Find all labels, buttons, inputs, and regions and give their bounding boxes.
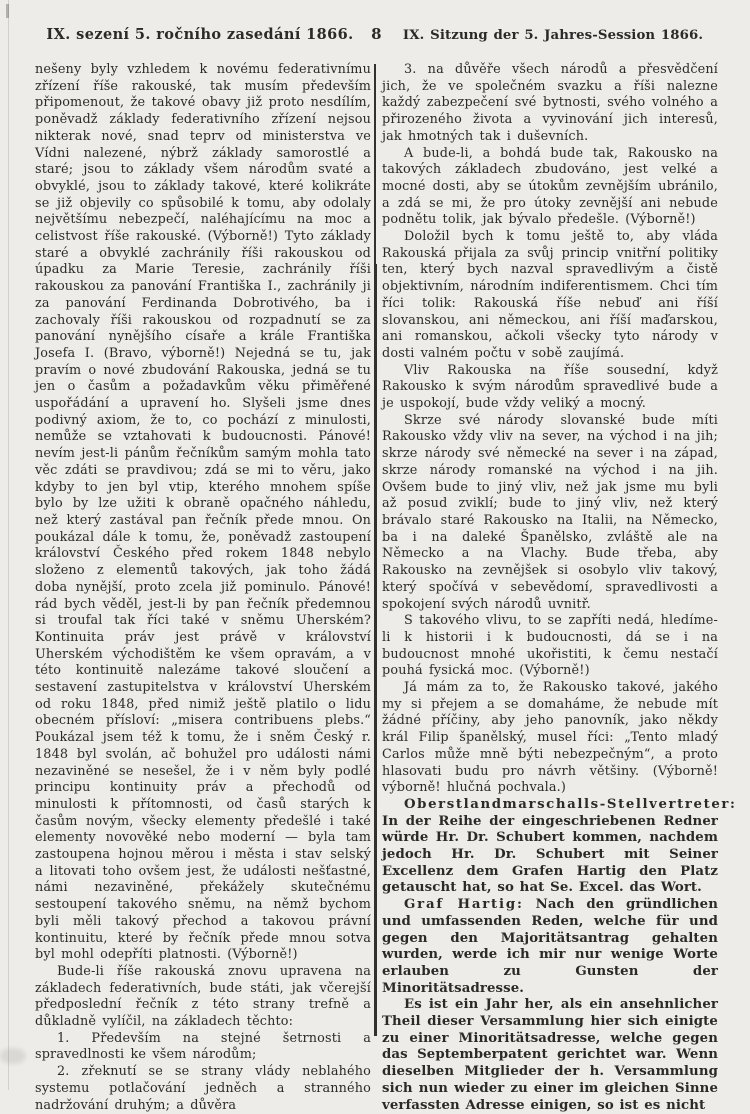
page-number: 8 bbox=[371, 25, 382, 43]
running-header bbox=[35, 25, 718, 43]
speaker-name: Graf Hartig: bbox=[404, 897, 524, 913]
list-item-2: 2. zřeknutí se se strany vlády neblahého systemu potlačování jedněch a stranného nadržování druhým; a důvěra bbox=[35, 1064, 371, 1113]
paragraph: Já mám za to, že Rakousko takové, jakého my si přejem a se domaháme, že nebude mít žádné příčiny, aby jeho panovník, jako někdy král Filip španělský, musel říci: „Tento mladý Carlos může mně býti nebezpečným“, a proto hlasovati budu pro návrh většiny. (Výborně! výborně! hlučná pochvala.) bbox=[382, 680, 718, 796]
speech-text: Nach den gründlichen und umfassenden Reden, welche für und gegen den Majoritätsantrag gehalten wurden, werde ich mir nur wenige Worte erlauben zu Gunsten der Minoritätsadresse. bbox=[382, 897, 719, 996]
paragraph-continuation: nešeny byly vzhledem k novému federativnímu zřízení říše rakouské, tak musím především připomenout, že takové obavy již proto nesdílím, poněvadž základy federativního zřízení nejsou nikterak nové, snad teprv od ministerstva ve Vídni nalezené, nýbrž základy samorostlé a staré; jsou to základy všem národům svaté a obvyklé, jsou to základy takové, které kolikráte se již objevily co spůsobilé k tomu, aby odolaly největšímu nebezpečí, naléhajícímu na moc a celistvost říše rakouské. (Výborně!) Tyto základy staré a obvyklé zachránily říši rakouskou od úpadku za Marie Teresie, zachránily říši rakouskou za panování Františka I., zachránily ji za panování Ferdinanda Dobrotivého, ba i zachovaly říši rakouskou od rozpadnutí se za panování nynějšího císaře a krále Františka Josefa I. (Bravo, výborně!) Nejedná se tu, jak pravím o nové zbudování Rakouska, jedná se tu jen o časům a požadavkům věku přiměřené uspořádání a upravení ho. Slyšeli jsme dnes podivný axiom, že to, co pochází z minulosti, nemůže se vztahovati k budoucnosti. Pánové! nevím jest-li pánům řečníkům samým mohla tato věc zdáti se pravdivou; zdá se mi to věru, jako kdyby to jen byl vtip, kterého mnohem spíše bylo by lze užiti k obraně opačného náhledu, než který zastával pan řečník přede mnou. On poukázal dále k tomu, že, poněvadž zastoupení království Českého před rokem 1848 nebylo složeno z elementů takových, jak toho žádá doba nynější, proto zcela již pominulo. Pánové! rád bych věděl, jest-li by pan řečník předemnou si troufal tak říci také v sněmu Uherském? Kontinuita práv jest právě v království Uherském východištěm ke všem opravám, a v této kontinuitě nalezáme takové sloučení a sestavení zastupitelstva v království Uherském od roku 1848, před nimiž ještě platilo o lidu obecném přísloví: „misera contribuens plebs.“ Poukázal jsem též k tomu, že i sněm Český r. 1848 byl svolán, ač bohužel pro události námi nezaviněné se nesešel, že i v něm byly podlé principu kontinuity práv a přechodů od minulosti k přítomnosti, od časů starých k časům novým, všecky elementy předešlé i také elementy novověké nebo moderní — byla tam zastoupena hojnou měrou i města i stav selský a litovati toho ovšem jest, že události nešťastné, námi nezaviněné, překážely skutečnému sestoupení takového sněmu, na němž bychom byli měli takový přechod a takovou právní kontinuitu, které by řečník přede mnou sotva byl mohl odepříti platnosti. (Výborně!) bbox=[35, 62, 371, 963]
paragraph: A bude-li, a bohdá bude tak, Rakousko na takových základech zbudováno, jest velké a mocné dosti, aby se útokům zevnějším ubránilo, a zdá se mi, že pro útoky zevnější ani nebude podnětu tolik, jak bývalo předešle. (Výborně!) bbox=[382, 145, 718, 228]
scan-edge-artifact bbox=[8, 0, 9, 1090]
scan-smudge-artifact bbox=[0, 1048, 26, 1064]
speech-text: In der Reihe der eingeschriebenen Redner würde Hr. Dr. Schubert kommen, nachdem jedoch Hr. Dr. Schubert mit Seiner Excellenz dem Grafen Hartig den Platz getauscht hat, so hat Se. Excel. das Wort. bbox=[382, 813, 718, 896]
scan-tick-artifact bbox=[6, 4, 9, 18]
speaker-name: Oberstlandmarschalls-Stellvertreter: bbox=[404, 796, 737, 812]
speech-continuation: Es ist ein Jahr her, als ein ansehnlicher Theil dieser Versammlung hier sich einigte zu einer Minoritätsadresse, welche gegen das Septemberpatent gerichtet war. Wenn dieselben Mitglieder der h. Versammlung sich nun wieder zu einer im gleichen Sinne verfassten Adresse einigen, so ist es nicht bbox=[382, 997, 718, 1113]
paragraph: Vliv Rakouska na říše sousední, když Rakousko k svým národům spravedlivé bude a je uspokojí, bude vždy veliký a mocný. bbox=[382, 362, 718, 412]
speech-chair-announcement bbox=[382, 796, 737, 897]
paragraph: Bude-li říše rakouská znovu upravena na základech federativních, bude státi, jak včerejší předposlední řečník z této strany trefně a důkladně vylíčil, na základech těchto: bbox=[35, 963, 371, 1030]
header-title-german: IX. Sitzung der 5. Jahres-Session 1866. bbox=[402, 28, 704, 43]
left-column bbox=[35, 62, 371, 1114]
right-column bbox=[382, 62, 737, 1114]
column-divider bbox=[374, 64, 376, 1036]
speech-graf-hartig bbox=[382, 897, 718, 997]
header-title-czech: IX. sezení 5. ročního zasedání 1866. bbox=[46, 26, 354, 43]
paragraph: S takového vlivu, to se zapříti nedá, hledíme-li k historii i k budoucnosti, dá se i na budoucnost mnohé ukořistiti, k čemu nestačí pouhá fysická moc. (Výborně!) bbox=[382, 613, 718, 679]
list-item-1: 1. Především na stejné šetrnosti a spravedlnosti ke všem národům; bbox=[35, 1030, 371, 1063]
list-item-3: 3. na důvěře všech národů a přesvědčení jich, že ve společném svazku a říši nalezne každý zabezpečení své bytnosti, svého volného a přirozeného života a vyvinování jich interesů, jak hmotných tak i duševních. bbox=[382, 62, 718, 144]
paragraph: Doložil bych k tomu ještě to, aby vláda Rakouská přijala za svůj princip vnitřní politiky ten, který bych nazval spravedlivým a čistě objektivním, národním indiferentismem. Chci tím říci tolik: Rakouská říše nebuď ani říší slovanskou, ani německou, ani říší maďarskou, ani romanskou, ačkoli všecky tyto národy v dosti valném počtu v sobě zaujímá. bbox=[382, 229, 718, 361]
paragraph: Skrze své národy slovanské bude míti Rakousko vždy vliv na sever, na východ i na jih; skrze národy své německé na sever i na západ, skrze národy romanské na východ i na jih. Ovšem bude to jiný vliv, než jak jsme mu byli až posud zviklí; bude to jiný vliv, než který brávalo staré Rakousko na Italii, na Německo, ba i na daleké Španělsko, zvláště ale na Německo a na Vlachy. Bude třeba, aby Rakousko na zevnějšek si osobylo vliv takový, který spočívá v sebevědomí, spravedlivosti a spokojení svých národů uvnitř. bbox=[382, 412, 718, 612]
